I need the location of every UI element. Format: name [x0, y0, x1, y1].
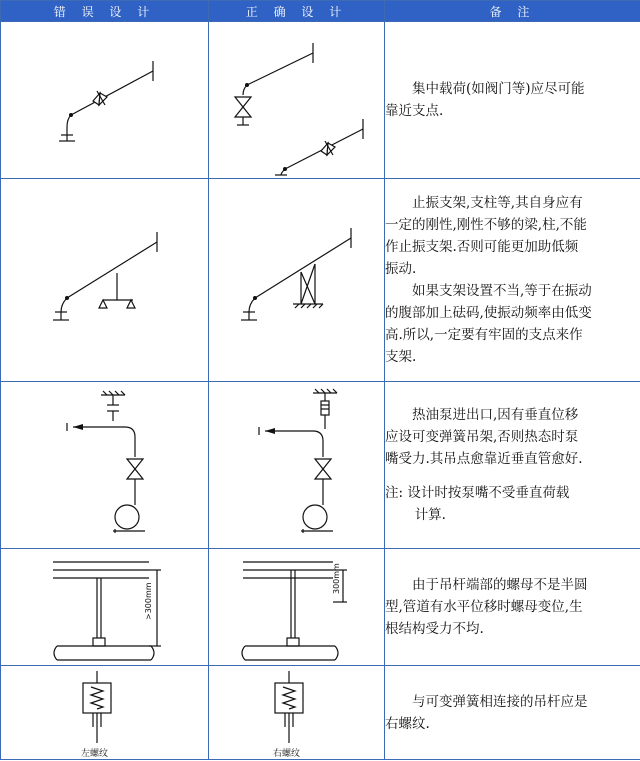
note-line: 嘴受力.其吊点愈靠近垂直管愈好.: [385, 451, 583, 467]
row-hanger-nut: [1, 549, 640, 666]
note-line: 如果支架设置不当,等于在振动: [412, 283, 592, 299]
right-valve-diagram: [209, 23, 383, 178]
note-line: 高.所以,一定要有牢固的支点来作: [385, 327, 583, 343]
wrong-valve-diagram: [1, 23, 207, 178]
note-line: 右螺纹.: [385, 715, 430, 732]
note-line: 靠近支点.: [385, 103, 444, 119]
wrong-figure-valve-near-support: [1, 22, 209, 179]
note-valve-load: [385, 22, 640, 179]
right-vibration-diagram: [209, 180, 383, 381]
right-hanger-diagram: [209, 550, 383, 665]
row-vibration-support: [1, 179, 640, 382]
note-line: 集中载荷(如阀门等)应尽可能: [412, 81, 585, 97]
note-line: 注: 设计时按泵嘴不受垂直荷载: [385, 485, 570, 501]
row-pump-hanger: [1, 382, 640, 549]
note-line: 根结构受力不均.: [385, 621, 484, 637]
wrong-figure-pump-hanger: [1, 382, 209, 549]
wrong-vibration-diagram: [1, 180, 207, 381]
note-line: 止振支架,支柱等,其自身应有: [412, 195, 583, 211]
right-dimension-label: 300mm: [332, 562, 341, 594]
note-line: 振动.: [385, 261, 417, 277]
right-spring-diagram: [209, 667, 383, 759]
header-note: 备 注: [385, 1, 640, 22]
note-line: 的腹部加上砝码,使振动频率由低变: [385, 305, 592, 321]
note-hanger-nut: [385, 549, 640, 666]
note-vibration-support: [385, 179, 640, 382]
right-figure-hanger-nut: [209, 549, 385, 666]
wrong-pump-diagram: [1, 383, 207, 548]
note-line: 支架.: [385, 349, 417, 365]
right-thread-caption: 右螺纹: [273, 748, 301, 759]
row-spring-thread: [1, 666, 640, 760]
note-line: 一定的刚性,刚性不够的梁,柱,不能: [385, 217, 587, 233]
note-line: 与可变弹簧相连接的吊杆应是: [412, 693, 588, 710]
wrong-figure-hanger-nut: [1, 549, 209, 666]
note-line: 计算.: [414, 507, 446, 523]
header-row: [1, 1, 640, 22]
note-line: 应设可变弹簧吊架,否则热态时泵: [385, 429, 579, 445]
note-pump-hanger: [385, 382, 640, 549]
note-spacer: [385, 470, 640, 482]
right-figure-rigid-support: [209, 179, 385, 382]
header-right-design: 正 确 设 计: [209, 1, 385, 22]
note-line: 由于吊杆端部的螺母不是半圆: [412, 577, 588, 593]
right-pump-diagram: [209, 383, 383, 548]
wrong-figure-spring-thread: [1, 666, 209, 760]
note-line: 作止振支架.否则可能更加助低频: [385, 239, 579, 255]
wrong-dimension-label: >300mm: [144, 581, 153, 620]
right-figure-valve-near-support: [209, 22, 385, 179]
wrong-spring-diagram: [1, 667, 207, 759]
left-thread-caption: 左螺纹: [81, 748, 109, 759]
wrong-hanger-diagram: [1, 550, 207, 665]
note-spring-thread: [385, 666, 640, 760]
note-line: 热油泵进出口,因有垂直位移: [412, 407, 579, 423]
header-wrong-design: 错 误 设 计: [1, 1, 209, 22]
right-figure-pump-hanger: [209, 382, 385, 549]
note-line: 型,管道有水平位移时螺母变位,生: [385, 599, 583, 615]
wrong-figure-weak-support: [1, 179, 209, 382]
right-figure-spring-thread: [209, 666, 385, 760]
row-valve-load: [1, 22, 640, 179]
